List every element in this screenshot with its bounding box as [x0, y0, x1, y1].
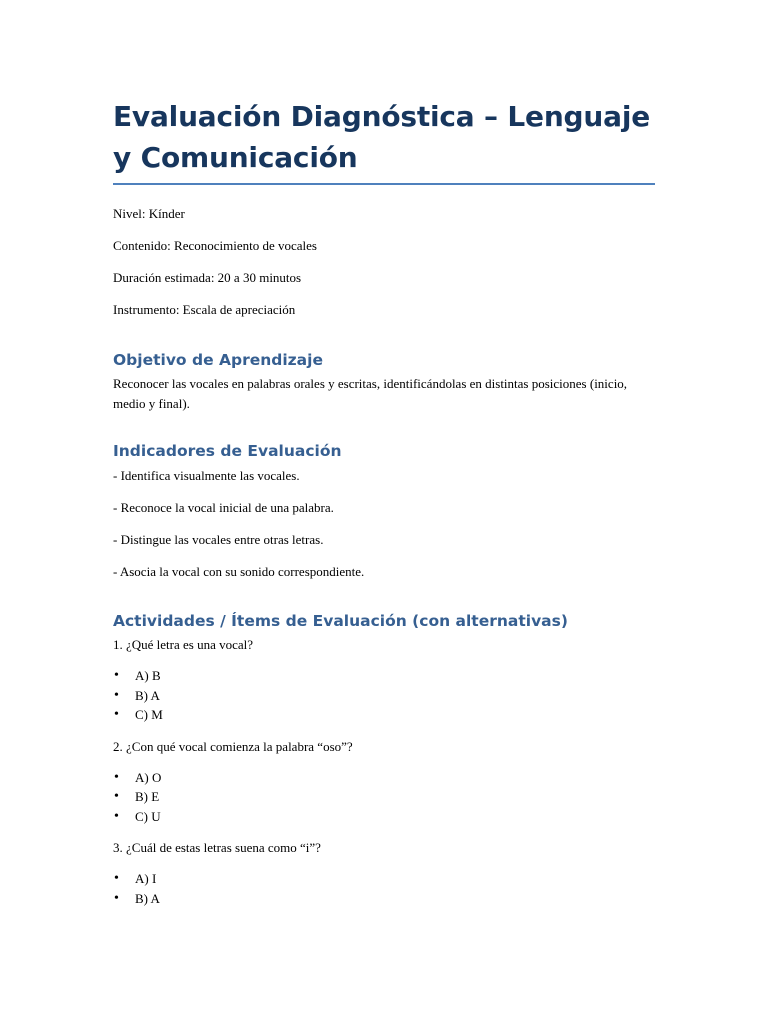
bullet-icon: •: [114, 871, 119, 886]
bullet-icon: •: [114, 808, 119, 824]
question-2-options: [113, 768, 655, 827]
question-1-options: [113, 666, 655, 725]
option-label: B) A: [135, 687, 160, 703]
bullet-icon: •: [114, 789, 119, 804]
title-divider: [113, 183, 655, 185]
indicators-list: [113, 466, 655, 581]
option-label: B) A: [135, 890, 160, 906]
option-label: A) I: [135, 871, 157, 886]
bullet-icon: •: [114, 707, 119, 722]
indicator-item: - Distingue las vocales entre otras letras.: [113, 532, 324, 547]
bullet-icon: •: [114, 687, 119, 703]
bullet-icon: •: [114, 890, 119, 906]
indicator-item: - Identifica visualmente las vocales.: [113, 468, 300, 483]
option-label: A) O: [135, 769, 162, 785]
bullet-icon: •: [114, 769, 119, 785]
option-item: [113, 807, 655, 827]
activities-heading: Actividades / Ítems de Evaluación (con alternativas): [113, 612, 568, 630]
indicator-item: - Asocia la vocal con su sonido correspondiente.: [113, 564, 365, 579]
question-2: 2. ¿Con qué vocal comienza la palabra “oso”?: [113, 738, 353, 754]
option-item: [113, 666, 655, 686]
option-item: [113, 787, 655, 807]
question-1: 1. ¿Qué letra es una vocal?: [113, 637, 254, 652]
document-title: Evaluación Diagnóstica – Lenguaje y Comunicación: [113, 100, 651, 174]
option-item: [113, 686, 655, 706]
objective-text: Reconocer las vocales en palabras orales y escritas, identificándolas en distintas posiciones (inicio, medio y final).: [113, 376, 628, 411]
bullet-icon: •: [114, 668, 119, 683]
indicator-item: - Reconoce la vocal inicial de una palabra.: [113, 500, 334, 515]
option-label: B) E: [135, 789, 160, 804]
option-item: [113, 768, 655, 788]
option-label: C) M: [135, 707, 163, 722]
question-3-options: [113, 869, 655, 908]
question-3: 3. ¿Cuál de estas letras suena como “i”?: [113, 840, 321, 855]
meta-instrumento: Instrumento: Escala de apreciación: [113, 302, 296, 317]
indicators-heading: Indicadores de Evaluación: [113, 442, 342, 460]
document-meta: [113, 204, 655, 319]
option-label: C) U: [135, 808, 161, 824]
meta-nivel: Nivel: Kínder: [113, 206, 185, 221]
option-item: [113, 869, 655, 889]
option-item: [113, 705, 655, 725]
meta-duracion: Duración estimada: 20 a 30 minutos: [113, 270, 302, 285]
objective-heading: Objetivo de Aprendizaje: [113, 351, 323, 369]
meta-contenido: Contenido: Reconocimiento de vocales: [113, 238, 317, 253]
document-page: [113, 96, 655, 920]
option-label: A) B: [135, 668, 161, 683]
option-item: [113, 889, 655, 909]
